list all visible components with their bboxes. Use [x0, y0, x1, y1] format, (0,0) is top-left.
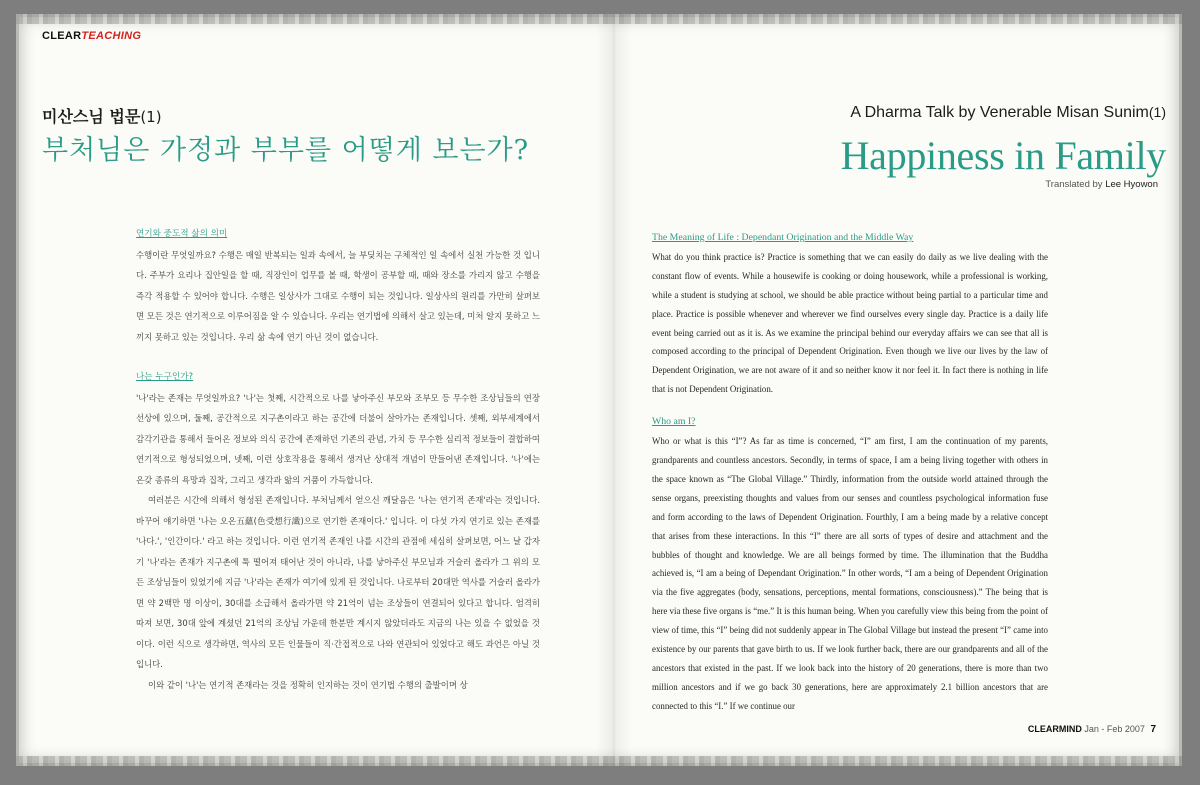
page-gutter [596, 14, 632, 766]
page-number: 7 [1150, 724, 1156, 735]
korean-section-heading: 나는 누구인가? [136, 372, 194, 382]
translator-name: Lee Hyowon [1105, 179, 1158, 190]
korean-subtitle-number: (1) [140, 108, 162, 126]
section-logo [42, 30, 141, 42]
folio-magazine-name: CLEARMIND [1027, 724, 1082, 734]
korean-section-heading: 연기와 중도적 삶의 의미 [136, 229, 228, 239]
folio-issue: Jan - Feb 2007 [1084, 724, 1145, 734]
translator-prefix: Translated by [1045, 179, 1103, 190]
korean-subtitle [42, 104, 162, 127]
korean-paragraph: 수행이란 무엇일까요? 수행은 매일 반복되는 일과 속에서, 늘 부딪치는 구체적인 일 속에서 실천 가능한 것 입니다. 주부가 요리나 집안일을 할 때, 직장인이 업무를 볼 때, 학생이 공부할 때, 때와 장소를 가리지 않고 수행을 즉각 적용할 수 있어야 합니다. 수행은 일상사가 그대로 수행이 되는 것입니다. 일상사의 원리를 가만히 살펴보면 모든 것은 연기적으로 이루어짐을 알 수 있습니다. 우리는 연기법에 의해서 살고 있는데, 미처 알지 못하고 느끼지 못하고 있는 것입니다. 우리 삶 속에 연기 아닌 것이 없습니다. [136, 249, 540, 342]
korean-subtitle-text: 미산스님 법문 [42, 107, 141, 126]
korean-body-column [136, 224, 540, 695]
english-paragraph: What do you think practice is? Practice is something that we can easily do daily as we live dealing with the constant flow of events. While a housewife is cooking or doing housework, while a professional is working, while a student is studying at school, we should be able practice without being partial to a particular time and place. Practice is possible whenever and wherever we find ourselves every single day. Practice is a daily life event being carried out as it is. As we examine the principal behind our everyday affairs we can see that all is composed according to the principal of Dependent Origination. Even though we live our lives by the law of Dependent Origination, we are not aware of it and so neither know it nor feel it. In fact there is nothing in life that is not Dependent Origination. [652, 251, 1048, 395]
korean-paragraph: '나'라는 존재는 무엇일까요? '나'는 첫째, 시간적으로 나를 낳아주신 부모와 조부모 등 무수한 조상님들의 연장선상에 있으며, 둘째, 공간적으로 지구촌이라고 하는 공간에 더불어 살아가는 존재입니다. 셋째, 외부세계에서 감각기관을 통해서 들어온 정보와 의식 공간에 존재하던 기존의 관념, 가치 등 무수한 심리적 정보들이 결합하여 연기적으로 형성되었으며, 넷째, 이런 상호작용을 통해서 생겨난 상대적 개념이 만들어낸 존재입니다. '나'에는 온갖 종류의 욕망과 집착, 그리고 생각과 앎의 거품이 가득합니다. [136, 392, 540, 485]
page-folio [1028, 724, 1156, 735]
translator-credit [1045, 179, 1158, 190]
korean-paragraph: 여러분은 시간에 의해서 형성된 존재입니다. 부처님께서 얻으신 깨달음은 '나는 연기적 존재'라는 것입니다. 바꾸어 얘기하면 '나는 오온五蘊(色受想行識)으로 연기한 존재이다.' 입니다. 이 다섯 가지 연기로 있는 존재를 '나다.', '인간이다.' 라고 하는 것입니다. 이런 연기적 존재인 나를 시간의 관점에 세심히 살펴보면, 어느 날 갑자기 '나'라는 존재가 지구촌에 툭 떨어져 태어난 것이 아니라, 나를 낳아주신 부모님과 거슬러 올라가 그 위의 모든 조상님들이 있었기에 지금 '나'라는 존재가 여기에 있게 된 것입니다. 나로부터 20대만 역사를 거슬러 올라가면 약 2백만 명 이상이, 30대를 소급해서 올라가면 약 21억이 넘는 조상들이 연결되어 있다고 합니다. 엄격히 따져 보면, 30대 앞에 계셨던 21억의 조상님 가운데 한분만 계시지 않았더라도 지금의 나는 있을 수 없었을 것이다. 이런 식으로 생각하면, 역사의 모든 인물들이 직·간접적으로 나와 연관되어 있었다고 해도 과언은 아닐 것입니다. [136, 495, 540, 669]
english-section-heading: Who am I? [652, 416, 696, 428]
english-section-heading: The Meaning of Life : Dependant Origination and the Middle Way [652, 232, 914, 243]
english-title: Happiness in Family [840, 133, 1166, 178]
english-subtitle [850, 104, 1166, 122]
section-logo-teaching: TEACHING [81, 30, 142, 42]
section-logo-clear: CLEAR [42, 30, 82, 42]
english-subtitle-number: (1) [1148, 104, 1166, 120]
korean-title: 부처님은 가정과 부부를 어떻게 보는가? [42, 135, 530, 166]
english-subtitle-text: A Dharma Talk by Venerable Misan Sunim [850, 104, 1149, 121]
english-body-column [652, 229, 1048, 716]
korean-paragraph: 이와 같이 '나'는 연기적 존재라는 것을 정확히 인지하는 것이 연기법 수행의 출발이며 상 [148, 679, 468, 690]
english-paragraph: Who or what is this “I”? As far as time is concerned, “I” am first, I am the continuation of my parents, grandparents and countless ancestors. Secondly, in terms of space, I am a being living together with others in the space known as “The Global Village.” Thirdly, information from the outside world attained through the sense organs, preexisting thoughts and values from our senses and countless psychological information fuse and form according to the laws of Dependent Origination. Fourthly, I am a being made by a relative concept that arises from these interactions. In this “I” there are all sorts of types of desire and attachment and the bubbles of thought and knowledge. We are all beings formed by time. The illumination that the Buddha achieved is, “I am a being of Dependant Origination.” In other words, “I am a being of Dependent Origination via the five aggregates (body, sensations, perceptions, mental formations, consciousness).” The being that is here via these five organs is “me.” It is this human being. When you carefully view this being from the point of view of time, this “I” being did not suddenly appear in The Global Village but instead the present “I” came into existence by our parents that gave birth to us. If we look further back, there are our grandparents and all of the ancestors that existed in the past. If we look back into the history of 20 generations, there is more than two million ancestors and if we go back 30 generations, here are approximately 2.1 billion ancestors that are connected to this “I.” If we continue our [652, 436, 1048, 711]
